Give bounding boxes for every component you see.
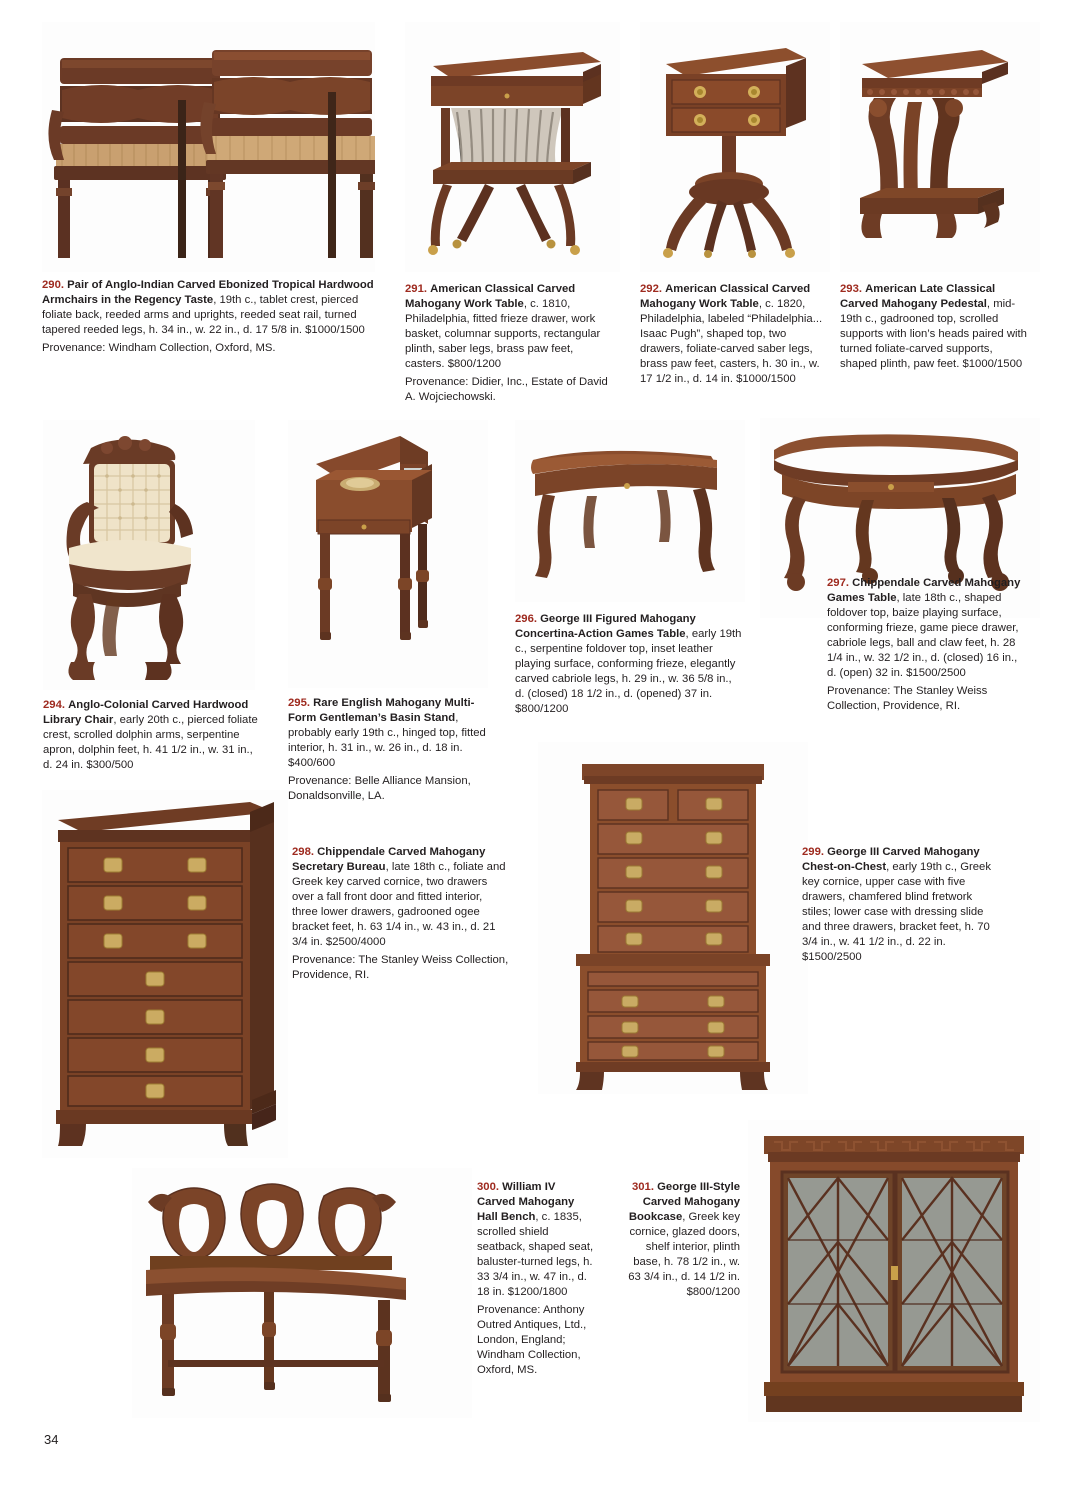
- lot-photo-290: [42, 22, 375, 272]
- lot-caption-296: [515, 612, 743, 717]
- lot-title: William IV Carved Mahogany Hall Bench: [477, 1181, 575, 1224]
- lot-description: , c. 1820, Philadelphia, labeled “Philadelphia... Isaac Pugh”, shaped top, two drawers, foliate-carved saber legs, brass paw feet, casters, h. 30 in., w. 17 1/2 in., d. 14 in. $1000/1500: [640, 298, 823, 386]
- lot-photo-298: [42, 790, 288, 1158]
- lot-title: Rare English Mahogany Multi-Form Gentleman’s Basin Stand: [288, 697, 475, 725]
- lot-title: American Classical Carved Mahogany Work Table: [640, 283, 811, 311]
- lot-provenance: Provenance: Windham Collection, Oxford, MS.: [42, 342, 276, 355]
- lot-caption-297: [827, 576, 1027, 714]
- lot-caption-299: [802, 845, 1002, 965]
- lot-photo-296: [515, 420, 745, 602]
- lot-number: 294.: [43, 699, 65, 711]
- lot-caption-291: [405, 282, 610, 405]
- lot-number: 301.: [631, 1181, 654, 1193]
- lot-number: 293.: [840, 283, 862, 295]
- lot-description: , 19th c., tablet crest, pierced foliate back, reeded arms and uprights, reeded seat rail, turned tapered reeded legs, h. 34 in., w. 22 in., d. 17 5/8 in. $1000/1500: [42, 294, 365, 337]
- lot-description: , early 19th c., Greek key cornice, upper case with five drawers, chamfered blind fretwork stiles; lower case with dressing slide and three drawers, bracket feet, h. 70 3/4 in., w. 41 1/2 in., d. 22 in. $1500/2500: [802, 861, 991, 964]
- lot-title: Chippendale Carved Mahogany Games Table: [827, 577, 1021, 605]
- lot-caption-293: [840, 282, 1030, 372]
- lot-number: 292.: [640, 283, 662, 295]
- lot-caption-298: [292, 845, 510, 983]
- lot-description: , early 19th c., serpentine foldover top, inset leather playing surface, conforming frieze, elegantly carved cabriole legs, h. 29 in., w. 36 5/8 in., d. (closed) 18 1/2 in., d. (opened) 37 in. $800/1200: [515, 628, 742, 716]
- lot-number: 290.: [42, 279, 64, 291]
- lot-title: American Late Classical Carved Mahogany Pedestal: [840, 283, 996, 311]
- lot-number: 300.: [477, 1181, 499, 1193]
- lot-provenance: Provenance: The Stanley Weiss Collection, Providence, RI.: [827, 685, 988, 713]
- lot-number: 295.: [288, 697, 310, 709]
- lot-photo-294: [43, 420, 255, 690]
- lot-number: 296.: [515, 613, 537, 625]
- lot-photo-301: [748, 1120, 1040, 1422]
- lot-number: 297.: [827, 577, 849, 589]
- lot-photo-291: [405, 22, 620, 272]
- lot-title: George III Carved Mahogany Chest-on-Chest: [802, 846, 980, 874]
- lot-title: Pair of Anglo-Indian Carved Ebonized Tropical Hardwood Armchairs in the Regency Taste: [42, 279, 374, 307]
- lot-caption-292: [640, 282, 828, 387]
- lot-title: George III-Style Carved Mahogany Bookcase: [628, 1181, 740, 1224]
- lot-description: , Greek key cornice, glazed doors, shelf interior, plinth base, h. 78 1/2 in., w. 63 3/4 in., d. 14 1/2 in. $800/1200: [628, 1211, 740, 1299]
- lot-number: 299.: [802, 846, 824, 858]
- lot-caption-300: [477, 1180, 595, 1378]
- lot-description: , c. 1835, scrolled shield seatback, shaped seat, baluster-turned legs, h. 33 3/4 in., w. 47 in., d. 18 in. $1200/1800: [477, 1211, 594, 1299]
- lot-caption-290: [42, 278, 380, 356]
- lot-description: , c. 1810, Philadelphia, fitted frieze drawer, work basket, columnar supports, rectangular plinth, saber legs, brass paw feet, casters. $800/1200: [405, 298, 601, 371]
- lot-provenance: Provenance: Belle Alliance Mansion, Donaldsonville, LA.: [288, 775, 471, 803]
- lot-photo-299: [538, 742, 808, 1094]
- lot-caption-294: [43, 698, 261, 773]
- lot-provenance: Provenance: Didier, Inc., Estate of David A. Wojciechowski.: [405, 376, 608, 404]
- lot-description: , late 18th c., shaped foldover top, baize playing surface, conforming frieze, game piece drawer, cabriole legs, ball and claw feet, h. 28 1/4 in., w. 32 1/2 in., d. (closed) 16 in., d. (open) 32 in. $1500/2500: [827, 592, 1019, 680]
- lot-provenance: Provenance: The Stanley Weiss Collection, Providence, RI.: [292, 954, 509, 982]
- lot-provenance: Provenance: Anthony Outred Antiques, Ltd., London, England; Windham Collection, Oxford, MS.: [477, 1304, 587, 1377]
- lot-description: , early 20th c., pierced foliate crest, scrolled dolphin arms, serpentine apron, dolphin feet, h. 41 1/2 in., w. 31 in., d. 24 in. $300/500: [43, 714, 258, 772]
- lot-title: George III Figured Mahogany Concertina-Action Games Table: [515, 613, 696, 641]
- lot-number: 298.: [292, 846, 314, 858]
- lot-photo-292: [640, 22, 830, 272]
- lot-title: Chippendale Carved Mahogany Secretary Bureau: [292, 846, 486, 874]
- lot-number: 291.: [405, 283, 427, 295]
- lot-description: , mid-19th c., gadrooned top, scrolled supports with lion’s heads paired with turned foliate-carved supports, shaped plinth, paw feet. $1000/1500: [840, 298, 1027, 371]
- lot-title: Anglo-Colonial Carved Hardwood Library Chair: [43, 699, 249, 727]
- lot-caption-295: [288, 696, 488, 804]
- lot-photo-293: [840, 22, 1040, 272]
- lot-title: American Classical Carved Mahogany Work Table: [405, 283, 576, 311]
- page-number: 34: [44, 1432, 59, 1447]
- lot-caption-301: [620, 1180, 740, 1300]
- lot-description: , late 18th c., foliate and Greek key carved cornice, two drawers over a fall front door and fitted interior, three lower drawers, gadrooned ogee bracket feet, h. 63 1/4 in., w. 43 in., d. 21 3/4 in. $2500/4000: [292, 861, 506, 949]
- lot-photo-300: [132, 1168, 472, 1418]
- lot-photo-295: [288, 420, 488, 688]
- lot-description: , probably early 19th c., hinged top, fitted interior, h. 31 in., w. 26 in., d. 18 in. $400/600: [288, 712, 486, 770]
